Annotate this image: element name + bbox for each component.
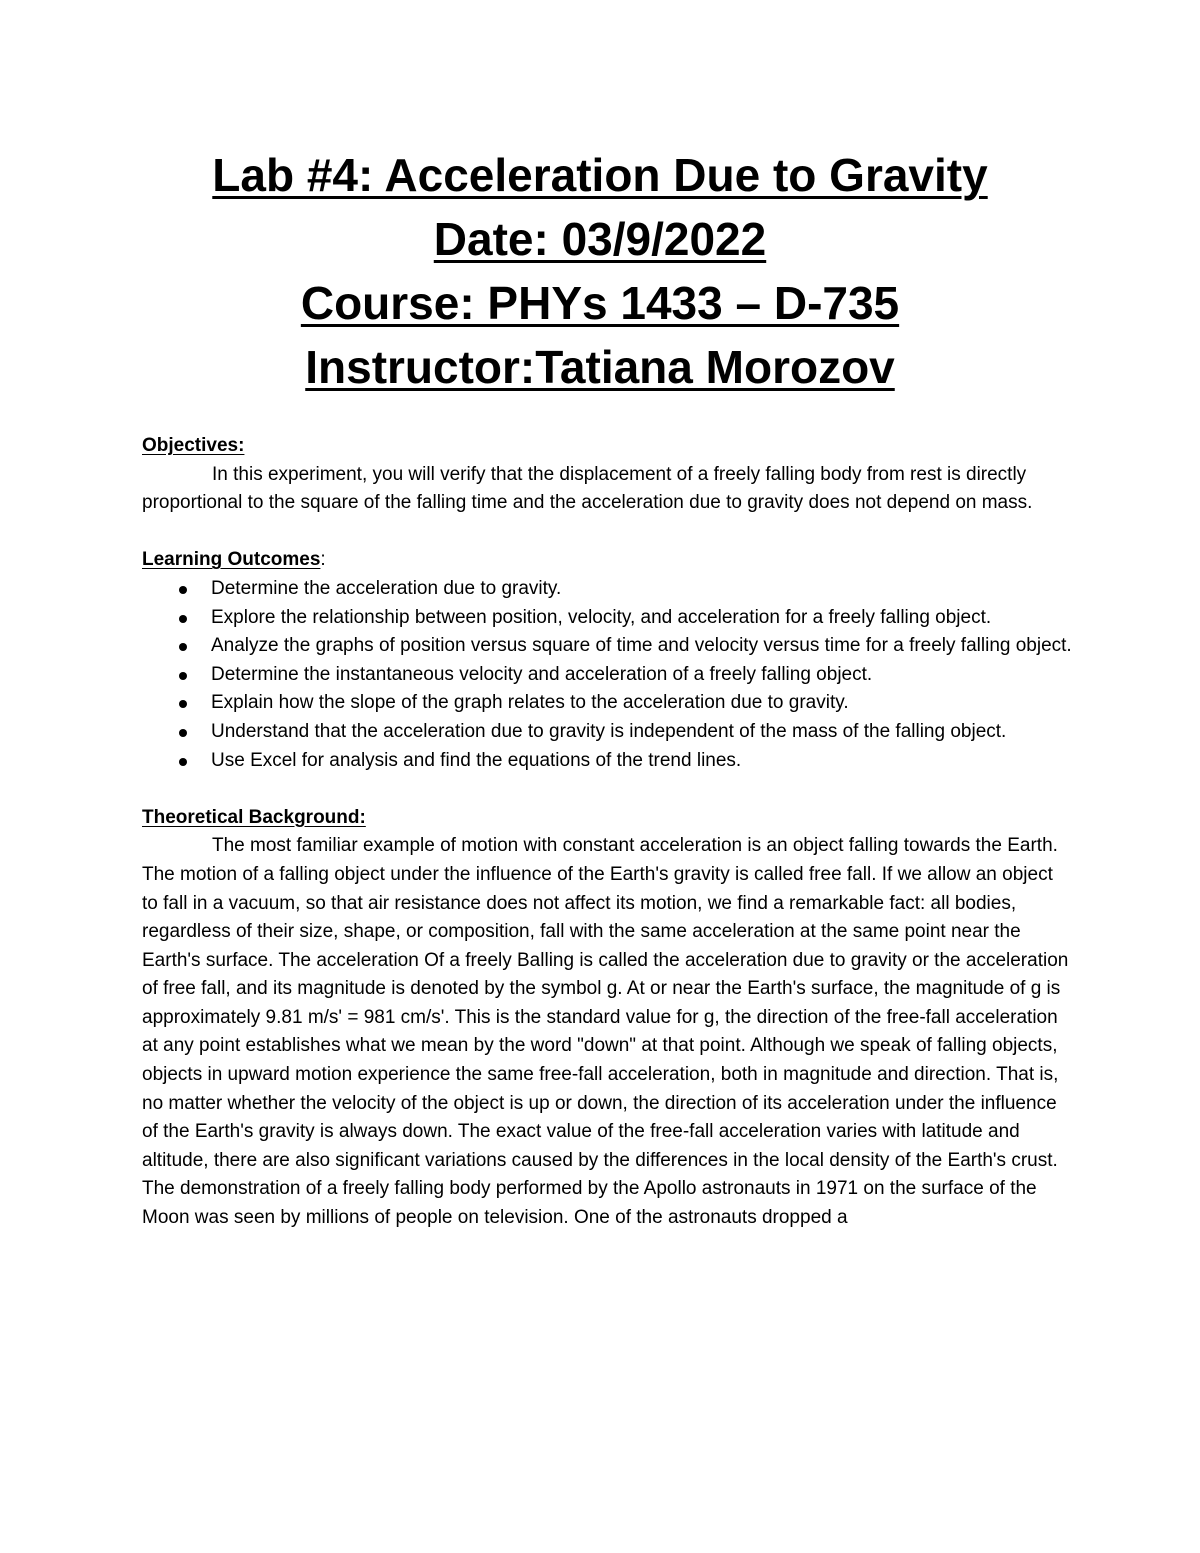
learning-outcomes-colon: : bbox=[320, 549, 326, 571]
learning-outcomes-heading: Learning Outcomes bbox=[142, 549, 321, 571]
theoretical-background-section bbox=[142, 804, 1072, 1233]
bullet-icon bbox=[179, 615, 187, 623]
theoretical-background-text: The most familiar example of motion with constant acceleration is an object falling towards the Earth. The motion of a falling object under the influence of the Earth's gravity is called free fall. If we allow an object to fall in a vacuum, so that air resistance does not affect its motion, we find a remarkable fact: all bodies, regardless of their size, shape, or composition, fall with the same acceleration at the same point near the Earth's surface. The acceleration Of a freely Balling is called the acceleration due to gravity or the acceleration of free fall, and its magnitude is denoted by the symbol g. At or near the Earth's surface, the magnitude of g is approximately 9.81 m/s' = 981 cm/s'. This is the standard value for g, the direction of the free-fall acceleration at any point establishes what we mean by the word "down" at that point. Although we speak of falling objects, objects in upward motion experience the same free-fall acceleration, both in magnitude and direction. That is, no matter whether the velocity of the object is up or down, the direction of its acceleration under the influence of the Earth's gravity is always down. The exact value of the free-fall acceleration varies with latitude and altitude, there are also significant variations caused by the differences in the local density of the Earth's crust. The demonstration of a freely falling body performed by the Apollo astronauts in 1971 on the surface of the Moon was seen by millions of people on television. One of the astronauts dropped a bbox=[142, 835, 1069, 1229]
outcome-text: Understand that the acceleration due to gravity is independent of the mass of the falling object. bbox=[211, 720, 1007, 742]
bullet-icon bbox=[179, 700, 187, 708]
learning-outcomes-section bbox=[142, 546, 1072, 775]
outcome-text: Analyze the graphs of position versus square of time and velocity versus time for a freely falling object. bbox=[211, 635, 1072, 657]
list-item bbox=[142, 604, 1072, 633]
outcome-text: Use Excel for analysis and find the equations of the trend lines. bbox=[211, 749, 742, 771]
bullet-icon bbox=[179, 758, 187, 766]
bullet-icon bbox=[179, 643, 187, 651]
outcome-text: Explain how the slope of the graph relates to the acceleration due to gravity. bbox=[211, 692, 849, 714]
outcome-text: Determine the instantaneous velocity and acceleration of a freely falling object. bbox=[211, 663, 873, 685]
objectives-heading: Objectives: bbox=[142, 435, 245, 456]
list-item bbox=[142, 718, 1072, 747]
outcome-text: Determine the acceleration due to gravity. bbox=[211, 577, 562, 599]
lab-instructor: Instructor:Tatiana Morozov bbox=[305, 341, 895, 393]
lab-course: Course: PHYs 1433 – D-735 bbox=[300, 277, 900, 329]
bullet-icon bbox=[179, 672, 187, 680]
theoretical-background-heading: Theoretical Background: bbox=[142, 806, 366, 828]
list-item bbox=[142, 747, 1072, 776]
bullet-icon bbox=[179, 729, 187, 737]
lab-title: Lab #4: Acceleration Due to Gravity bbox=[212, 149, 988, 201]
spacer bbox=[142, 518, 1072, 547]
spacer bbox=[142, 775, 1072, 804]
objectives-section bbox=[142, 432, 1072, 518]
learning-outcomes-list bbox=[142, 575, 1072, 775]
document-body bbox=[142, 432, 1072, 1233]
list-item bbox=[142, 689, 1072, 718]
bullet-icon bbox=[179, 586, 187, 594]
outcome-text: Explore the relationship between position, velocity, and acceleration for a freely falling object. bbox=[211, 606, 992, 628]
objectives-text: In this experiment, you will verify that the displacement of a freely falling body from rest is directly proportional to the square of the falling time and the acceleration due to gravity does not depend on mass. bbox=[142, 463, 1033, 514]
title-block bbox=[0, 143, 1200, 399]
lab-date: Date: 03/9/2022 bbox=[433, 213, 767, 265]
list-item bbox=[142, 661, 1072, 690]
list-item bbox=[142, 632, 1072, 661]
list-item bbox=[142, 575, 1072, 604]
